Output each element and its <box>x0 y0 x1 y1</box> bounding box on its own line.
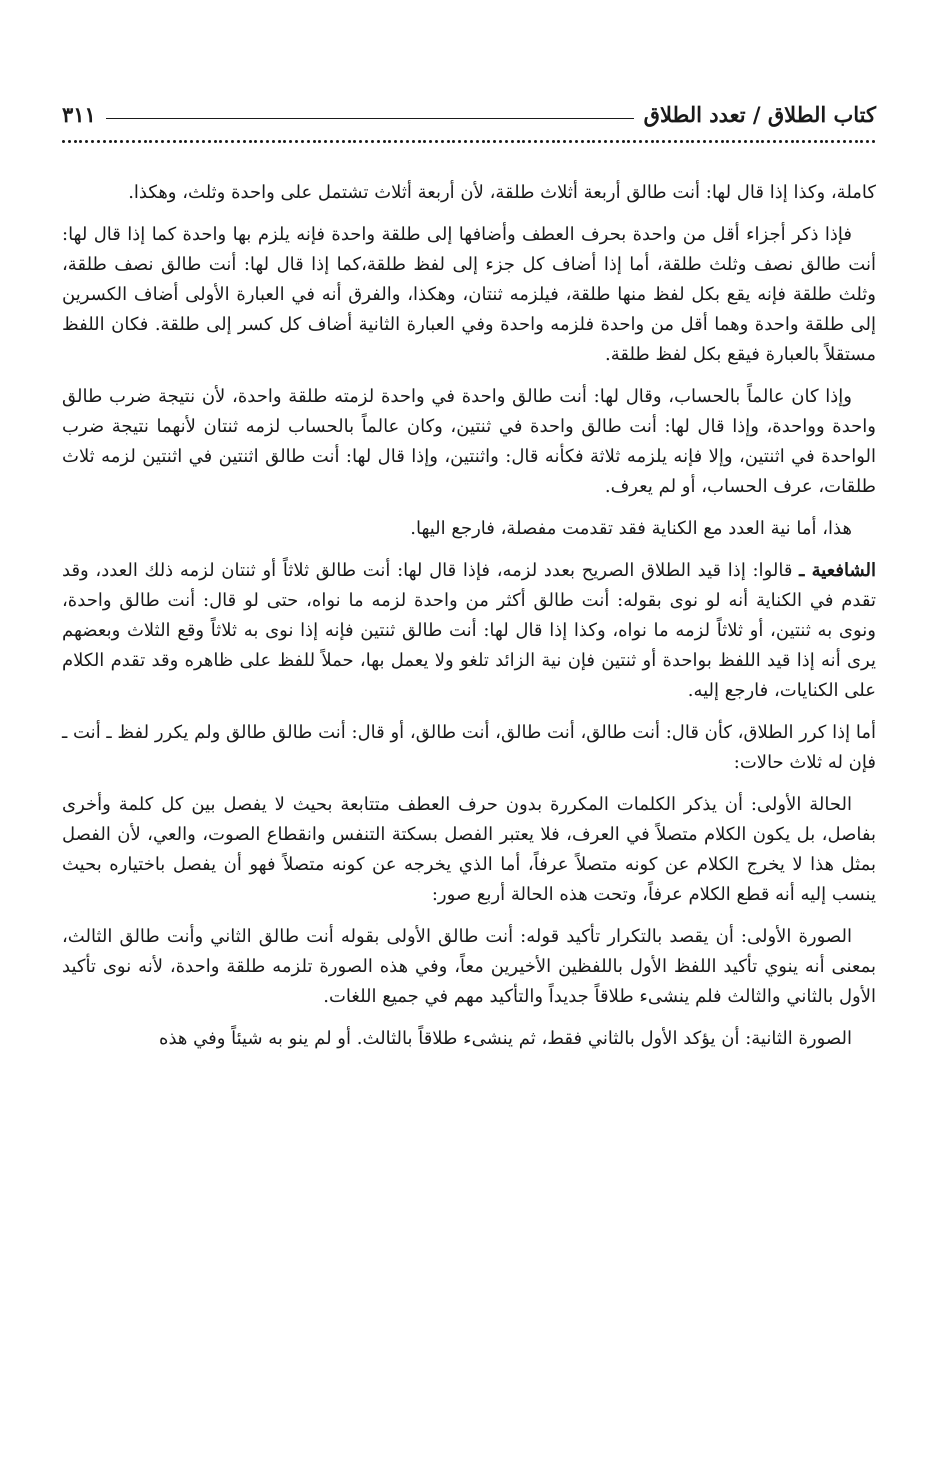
header-title: كتاب الطلاق / تعدد الطلاق <box>643 101 876 127</box>
paragraph-7: الحالة الأولى: أن يذكر الكلمات المكررة بدون حرف العطف متتابعة بحيث لا يفصل بين كل كلمة وأخرى بفاصل، بل يكون الكلام متصلاً في العرف، فلا يعتبر الفصل بسكتة التنفس وانقطاع الصوت، والعي، لأن الفصل بمثل هذا لا يخرج الكلام عن كونه متصلاً عرفاً، أما الذي يخرجه عن كونه متصلاً فهو أن يفصل باختياره بحيث ينسب إليه أنه قطع الكلام عرفاً، وتحت هذه الحالة أربع صور: <box>62 794 876 905</box>
shafiiya-text: قالوا: إذا قيد الطلاق الصريح بعدد لزمه، فإذا قال لها: أنت طالق ثلاثاً أو ثنتان لزمه ذلك العدد، وقد تقدم في الكناية أنه لو نوى بقوله: أنت طالق أكثر من واحدة لزمه ما نواه، حتى لو قال: أنت طالق واحدة، ونوى به ثنتين، أو ثلاثاً لزمه ما نواه، وكذا إذا قال لها: أنت طالق ثنتين فإنه إذا نوى به ثلاثاً وقع الثلاث وبعضهم يرى أنه إذا قيد اللفظ بواحدة أو ثنتين فإن نية الزائد تلغو ولا يعمل بها، حملاً للفظ على ظاهره وقد تقدم الكلام على الكنايات، فارجع إليه. <box>62 560 876 701</box>
page-body <box>62 178 876 1066</box>
header-rule <box>106 118 634 119</box>
paragraph-8: الصورة الأولى: أن يقصد بالتكرار تأكيد قوله: أنت طالق الأولى بقوله أنت طالق الثاني وأنت طالق الثالث، بمعنى أنه ينوي تأكيد اللفظ الأول باللفظين الأخيرين معاً، وفي هذه الصورة تلزمه طلقة واحدة، لأنه نوى تأكيد الأول بالثاني والثالث فلم ينشىء طلاقاً جديداً والتأكيد مهم في جميع اللغات. <box>62 926 876 1007</box>
paragraph-shafiiya <box>62 556 876 706</box>
paragraph-3: وإذا كان عالماً بالحساب، وقال لها: أنت طالق واحدة في واحدة لزمته طلقة واحدة، لأن نتيجة ضرب طالق واحدة وواحدة، وإذا قال لها: أنت طالق واحدة في ثنتين، وكان عالماً بالحساب لزمه ثنتان لأنهما نتيجة ضرب الواحدة في اثنتين، وإلا فإنه يلزمه ثلاثة فكأنه قال: واثنتين، وإذا قال لها: أنت طالق اثنتين في اثنتين لزمه ثلاث طلقات، عرف الحساب، أو لم يعرف. <box>62 386 876 497</box>
paragraph-4: هذا، أما نية العدد مع الكناية فقد تقدمت مفصلة، فارجع اليها. <box>410 518 852 539</box>
page-number: ٣١١ <box>62 101 96 127</box>
paragraph-1: كاملة، وكذا إذا قال لها: أنت طالق أربعة أثلاث طلقة، لأن أربعة أثلاث تشتمل على واحدة وثلث، وهكذا. <box>128 182 876 203</box>
book-page <box>62 0 876 1482</box>
paragraph-9: الصورة الثانية: أن يؤكد الأول بالثاني فقط، ثم ينشىء طلاقاً بالثالث. أو لم ينو به شيئاً وفي هذه <box>159 1028 852 1049</box>
shafiiya-lead: الشافعية ـ <box>799 560 876 581</box>
paragraph-2: فإذا ذكر أجزاء أقل من واحدة بحرف العطف وأضافها إلى طلقة واحدة فإنه يلزم بها واحدة كما إذا قال لها: أنت طالق نصف وثلث طلقة، أما إذا أضاف كل جزء إلى لفظ طلقة،كما إذا قال لها: أنت طالق نصف طلقة، وثلث طلقة فإنه يقع بكل لفظ منها طلقة، فيلزمه ثنتان، وهكذا، والفرق أنه في العبارة الأولى أضاف الكسرين إلى طلقة واحدة وهما أقل من واحدة فلزمه واحدة وفي العبارة الثانية أضاف كل كسر إلى طلقة. فكان اللفظ مستقلاً بالعبارة فيقع بكل لفظ طلقة. <box>62 224 876 365</box>
running-header <box>62 96 876 132</box>
paragraph-6: أما إذا كرر الطلاق، كأن قال: أنت طالق، أنت طالق، أنت طالق، أو قال: أنت طالق طالق ولم يكرر لفظ ـ أنت ـ فإن له ثلاث حالات: <box>62 722 876 773</box>
dotted-separator <box>62 140 876 152</box>
